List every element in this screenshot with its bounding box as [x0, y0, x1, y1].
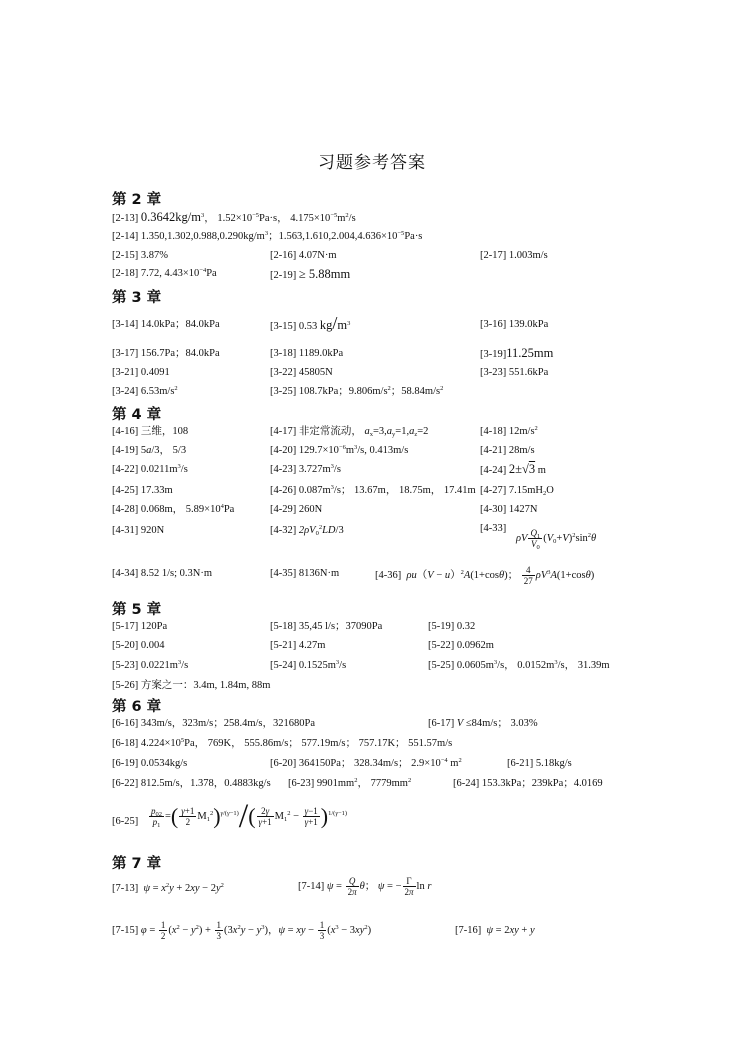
- answer-7-15: [7-15] φ = $\frac{1}{2}$ $(x^2 - y^2)$ + $\frac{1}{3}$ $(3x^2y - y^3)$，ψ = xy − $\frac{1}{3}$ $(x^3 - 3xy^2)$: [112, 920, 372, 941]
- answer-4-22: [4-22] $0.0211m^3/s$: [112, 463, 188, 475]
- chapter-2-heading: 第 2 章: [112, 192, 162, 208]
- answer-4-21: [4-21] 28m/s: [480, 445, 535, 456]
- answer-5-22: [5-22] 0.0962m: [428, 640, 494, 651]
- answer-6-18: [6-18] $4.224\times 10^5Pa$， 769K， 555.86m/s； 577.19m/s； 757.17K； 551.57m/s: [112, 737, 453, 749]
- answer-3-16: [3-16] 139.0kPa: [480, 319, 549, 330]
- page-title: 习题参考答案: [318, 153, 426, 173]
- chapter-7-heading: 第 7 章: [112, 856, 162, 872]
- answer-3-24: [3-24] $6.53m/s^2$: [112, 385, 178, 397]
- answer-5-17: [5-17] 120Pa: [112, 621, 168, 632]
- answer-6-19: [6-19] 0.0534kg/s: [112, 758, 188, 769]
- answer-6-17: [6-17] V ≤84m/s； 3.03%: [428, 718, 538, 729]
- answer-4-32: [4-32] $2\rho V_0^2LD/3$: [270, 524, 344, 537]
- answer-5-25: [5-25] $0.0605m^3/s$， $0.0152m^3/s$， 31.39m: [428, 659, 610, 671]
- answer-7-14: [7-14] ψ = $\frac{Q}{2\pi}$ θ； ψ = − $\frac{\Gamma}{2\pi}$ ln r: [298, 876, 432, 897]
- answer-2-13: [2-13] $0.3642kg/m^3$， $1.52\times 10^{-5}Pa\cdot s$， $4.175\times 10^{-5}m^2/s$: [112, 210, 356, 224]
- answer-3-19: [3-19]11.25mm: [480, 346, 554, 360]
- answer-4-25: [4-25] 17.33m: [112, 485, 173, 496]
- chapter-4-heading: 第 4 章: [112, 407, 162, 423]
- answer-3-25: [3-25] 108.7kPa；$9.806m/s^2$；$58.84m/s^2$: [270, 385, 444, 397]
- answer-6-25-formula: $\frac{p_{02}}{p_1}$ =( $\frac{\gamma+1}{2}$ $M_1^2)^{\gamma/(\gamma-1)}/$( $\frac{2\gamma}{\gamma+1}$ $M_1^2$ − $\frac{\gamma-1}{\gamma+1}$ )$^{1/(\gamma-1)}$: [151, 797, 348, 835]
- answer-6-25: [6-25]: [112, 816, 139, 827]
- answer-4-16: [4-16] 三维，108: [112, 426, 189, 437]
- answer-6-22: [6-22] 812.5m/s，1.378，0.4883kg/s: [112, 778, 271, 789]
- answer-3-15: [3-15] 0.53 $kg/m^3$: [270, 313, 351, 333]
- answer-2-17: [2-17] 1.003m/s: [480, 250, 548, 261]
- chapter-5-heading: 第 5 章: [112, 602, 162, 618]
- answer-3-17: [3-17] 156.7Pa；84.0kPa: [112, 348, 220, 359]
- chapter-6-heading: 第 6 章: [112, 699, 162, 715]
- answer-5-20: [5-20] 0.004: [112, 640, 165, 651]
- answer-2-14: [2-14] $1.350,1.302,0.988,0.290kg/m^3$；$1.563,1.610,2.004,4.636\times 10^{-5}Pa\cdot s$: [112, 230, 423, 242]
- answer-4-31: [4-31] 920N: [112, 525, 165, 536]
- answer-4-18: [4-18] $12m/s^2$: [480, 425, 538, 437]
- answer-4-29: [4-29] 260N: [270, 504, 323, 515]
- answer-2-16: [2-16] 4.07N·m: [270, 250, 337, 261]
- answer-6-24: [6-24] 153.3kPa；239kPa；4.0169: [453, 778, 603, 789]
- answer-2-15: [2-15] 3.87%: [112, 250, 168, 261]
- answer-4-23: [4-23] $3.727m^3/s$: [270, 463, 341, 475]
- answer-2-19: [2-19] ≥ 5.88mm: [270, 267, 351, 281]
- answer-5-19: [5-19] 0.32: [428, 621, 476, 632]
- answer-4-35: [4-35] 8136N·m: [270, 568, 340, 579]
- answer-3-23: [3-23] 551.6kPa: [480, 367, 549, 378]
- answer-7-16: [7-16] ψ = 2xy + y: [455, 925, 535, 936]
- answer-4-27: [4-27] $7.15mH_2O$: [480, 485, 554, 497]
- answer-5-26: [5-26] 方案之一：3.4m, 1.84m, 88m: [112, 680, 271, 691]
- chapter-3-heading: 第 3 章: [112, 290, 162, 306]
- answer-3-14: [3-14] 14.0kPa；84.0kPa: [112, 319, 220, 330]
- answer-7-13: [7-13] $\psi = x^2y + 2xy - 2y^2$: [112, 882, 224, 894]
- answer-4-20: [4-20] $129.7\times 10^{-6}m^3/s$, 0.413m/s: [270, 444, 409, 456]
- answer-2-18: [2-18] 7.72, $4.43\times 10^{-4}Pa$: [112, 267, 217, 279]
- answer-4-28: [4-28] 0.068m， $5.89\times 10^4Pa$: [112, 503, 235, 515]
- answer-4-36: [4-36] $\rho u(V - u)^2A(1+\cos\theta)$； $\frac{4}{27}$ $\rho V^3A(1+\cos\theta)$: [375, 565, 595, 586]
- answer-3-22: [3-22] 45805N: [270, 367, 333, 378]
- answer-6-20: [6-20] 364150Pa； 328.34m/s； $2.9\times 10^{-4}$ $m^2$: [270, 757, 462, 769]
- answer-5-18: [5-18] 35,45 l/s；37090Pa: [270, 621, 383, 632]
- answer-4-34: [4-34] 8.52 1/s; 0.3N·m: [112, 568, 213, 579]
- answer-4-26: [4-26] $0.087m^3/s$； 13.67m， 18.75m， 17.41m: [270, 484, 476, 496]
- answer-5-21: [5-21] 4.27m: [270, 640, 326, 651]
- answer-4-24: [4-24] 2±√3 m: [480, 462, 546, 476]
- answer-4-17: [4-17] 非定常流动， $a_x=3,a_y=1,a_z=2$: [270, 426, 429, 438]
- answer-6-21: [6-21] 5.18kg/s: [507, 758, 572, 769]
- answer-5-23: [5-23] $0.0221m^3/s$: [112, 659, 189, 671]
- answer-4-19: [4-19] 5a/3， 5/3: [112, 445, 187, 456]
- answer-6-16: [6-16] 343m/s，323m/s；258.4m/s，321680Pa: [112, 718, 316, 729]
- answer-3-21: [3-21] 0.4091: [112, 367, 170, 378]
- answer-4-33: [4-33]: [480, 523, 507, 534]
- answer-3-18: [3-18] 1189.0kPa: [270, 348, 344, 359]
- answer-4-33-formula: ρV $\frac{Q_1}{V_0}$ $(V_0+V)^2\sin^2\theta$: [516, 528, 597, 551]
- answer-6-23: [6-23] $9901mm^2$， $7779mm^2$: [288, 777, 412, 789]
- answer-5-24: [5-24] $0.1525m^3/s$: [270, 659, 347, 671]
- answer-4-30: [4-30] 1427N: [480, 504, 538, 515]
